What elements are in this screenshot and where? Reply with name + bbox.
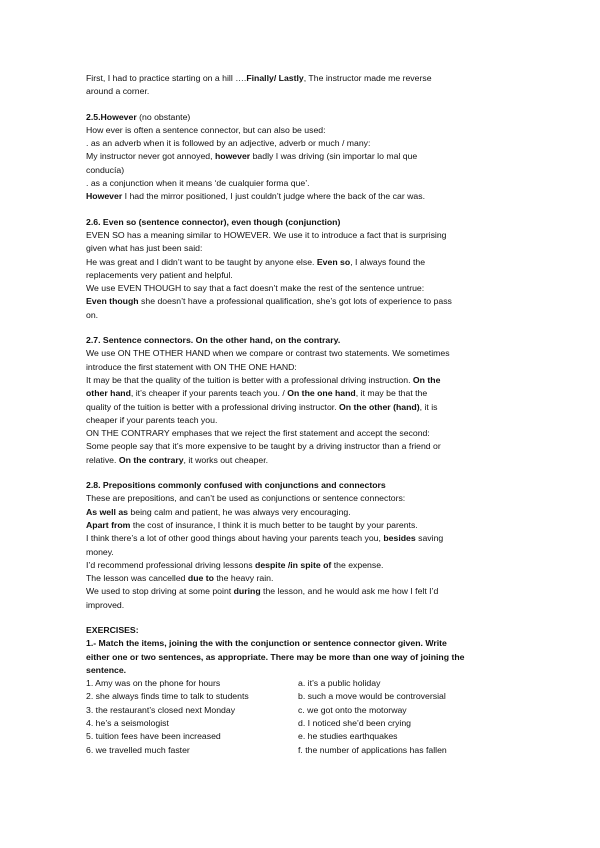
matching-row xyxy=(86,717,518,730)
right-item: d. I noticed she’d been crying xyxy=(298,718,412,729)
section-heading-2-5 xyxy=(86,111,518,124)
bold-term: other hand xyxy=(86,388,131,399)
example-line xyxy=(86,150,518,163)
text-run: , it is xyxy=(419,401,438,412)
text-run: being calm and patient, he was always very encouraging. xyxy=(128,506,351,517)
document-page xyxy=(86,72,518,757)
paragraph-line: EVEN SO has a meaning similar to HOWEVER. We use it to introduce a fact that is surprising xyxy=(86,229,447,240)
exercise-instruction xyxy=(86,651,518,664)
text-run: the heavy rain. xyxy=(213,573,274,584)
paragraph-line: We use EVEN THOUGH to say that a fact doesn’t make the rest of the sentence untrue: xyxy=(86,283,425,294)
text-run: , I always found the xyxy=(350,256,426,267)
left-item: 2. she always finds time to talk to students xyxy=(86,691,249,702)
text-run: I’d recommend professional driving lessons xyxy=(86,559,256,570)
text-run: The lesson was cancelled xyxy=(86,573,188,584)
section-heading-2-8 xyxy=(86,479,518,492)
example-line xyxy=(86,387,518,400)
example-line xyxy=(86,506,518,519)
bold-term: Apart from xyxy=(86,519,131,530)
example-line: on. xyxy=(86,309,99,320)
intro-line-2: around a corner. xyxy=(86,86,150,97)
bold-term: Finally/ Lastly xyxy=(246,73,304,83)
heading-text: EXERCISES: xyxy=(86,624,139,635)
matching-row xyxy=(86,690,518,703)
bold-term: besides xyxy=(383,533,416,544)
example-line xyxy=(86,256,518,269)
matching-row xyxy=(86,704,518,717)
heading-text: 2.7. Sentence connectors. On the other hand, on the contrary. xyxy=(86,335,341,346)
text-run: , The instructor made me reverse xyxy=(303,73,432,83)
right-item: a. it’s a public holiday xyxy=(298,678,381,689)
exercise-instruction xyxy=(86,637,518,650)
heading-text: 2.5.However xyxy=(86,111,137,122)
text-run: , it works out cheaper. xyxy=(183,454,269,465)
bold-term: however xyxy=(214,151,251,162)
right-item: c. we got onto the motorway xyxy=(298,704,407,715)
example-line xyxy=(86,190,518,203)
exercises-heading xyxy=(86,624,518,637)
matching-row xyxy=(86,730,518,743)
bold-term: On the xyxy=(412,374,441,385)
text-run: the expense. xyxy=(331,559,384,570)
paragraph-line: given what has just been said: xyxy=(86,243,203,254)
example-line xyxy=(86,401,518,414)
left-item: 1. Amy was on the phone for hours xyxy=(86,678,221,689)
bold-term: On the other (hand) xyxy=(339,401,420,412)
text-run: He was great and I didn’t want to be taught by anyone else. xyxy=(86,256,317,267)
matching-row xyxy=(86,744,518,757)
right-item: e. he studies earthquakes xyxy=(298,731,398,742)
bold-term: On the contrary xyxy=(118,454,184,465)
heading-text: 2.8. Prepositions commonly confused with conjunctions and connectors xyxy=(86,480,386,491)
left-item: 6. we travelled much faster xyxy=(86,744,190,755)
example-line: Some people say that it’s more expensive to be taught by a driving instructor than a friend or xyxy=(86,441,441,452)
example-line xyxy=(86,454,518,467)
text-run: the cost of insurance, I think it is much better to be taught by your parents. xyxy=(130,519,418,530)
text-run: she doesn’t have a professional qualification, she’s got lots of experience to pass xyxy=(138,296,452,307)
right-item: f. the number of applications has fallen xyxy=(298,744,447,755)
left-item: 5. tuition fees have been increased xyxy=(86,731,221,742)
left-item: 3. the restaurant’s closed next Monday xyxy=(86,704,236,715)
matching-table xyxy=(86,677,518,757)
paragraph-line: . as an adverb when it is followed by an adjective, adverb or much / many: xyxy=(86,138,371,149)
paragraph-line: . as a conjunction when it means ‘de cualquier forma que’. xyxy=(86,178,310,189)
exercise-instruction xyxy=(86,664,518,677)
heading-note: (no obstante) xyxy=(136,111,191,122)
instruction-line: 1.- Match the items, joining the with the conjunction or sentence connector given. Write xyxy=(86,638,447,649)
text-run: First, I had to practice starting on a hill …. xyxy=(86,73,247,83)
instruction-line: either one or two sentences, as appropriate. There may be more than one way of joining the xyxy=(86,651,465,662)
text-run: We used to stop driving at some point xyxy=(86,586,234,597)
bold-term: during xyxy=(233,586,261,597)
text-run: I had the mirror positioned, I just couldn’t judge where the back of the car was. xyxy=(122,191,425,202)
text-run: My instructor never got annoyed, xyxy=(86,151,215,162)
left-item: 4. he’s a seismologist xyxy=(86,718,169,729)
bold-term: However xyxy=(86,191,123,202)
example-line xyxy=(86,519,518,532)
bold-term: On the one hand xyxy=(287,388,356,399)
example-line: replacements very patient and helpful. xyxy=(86,269,233,280)
matching-row xyxy=(86,677,518,690)
section-heading-2-6 xyxy=(86,216,518,229)
instruction-line: sentence. xyxy=(86,664,127,675)
example-line: cheaper if your parents teach you. xyxy=(86,414,218,425)
paragraph-line: These are prepositions, and can’t be used as conjunctions or sentence connectors: xyxy=(86,493,406,504)
paragraph-line: How ever is often a sentence connector, but can also be used: xyxy=(86,124,326,135)
example-line xyxy=(86,532,518,545)
text-run: the lesson, and he would ask me how I felt I’d xyxy=(260,586,439,597)
heading-text: 2.6. Even so (sentence connector), even though (conjunction) xyxy=(86,216,341,227)
text-run: saving xyxy=(415,533,444,544)
example-line: money. xyxy=(86,546,114,557)
paragraph-line: introduce the first statement with ON THE ONE HAND: xyxy=(86,361,297,372)
example-line xyxy=(86,559,518,572)
text-run: I think there’s a lot of other good things about having your parents teach you, xyxy=(86,533,384,544)
example-line xyxy=(86,374,518,387)
intro-line-1 xyxy=(86,72,518,85)
bold-term: Even though xyxy=(86,296,139,307)
text-run: It may be that the quality of the tuition is better with a professional driving instruction. xyxy=(86,374,413,385)
example-line xyxy=(86,585,518,598)
example-line: improved. xyxy=(86,599,125,610)
example-line xyxy=(86,572,518,585)
section-heading-2-7 xyxy=(86,334,518,347)
bold-term: As well as xyxy=(86,506,129,517)
bold-term: despite /in spite of xyxy=(255,559,332,570)
text-run: relative. xyxy=(86,454,119,465)
text-run: , it may be that the xyxy=(355,388,428,399)
right-item: b. such a move would be controversial xyxy=(298,691,446,702)
bold-term: Even so xyxy=(316,256,351,267)
text-run: badly I was driving (sin importar lo mal que xyxy=(250,151,418,162)
example-line xyxy=(86,295,518,308)
text-run: , it’s cheaper if your parents teach you. / xyxy=(130,388,288,399)
example-line: conducía) xyxy=(86,164,125,175)
bold-term: due to xyxy=(187,573,214,584)
paragraph-line: ON THE CONTRARY emphases that we reject the first statement and accept the second: xyxy=(86,428,430,439)
text-run: quality of the tuition is better with a professional driving instructor. xyxy=(86,401,340,412)
paragraph-line: We use ON THE OTHER HAND when we compare or contrast two statements. We sometimes xyxy=(86,348,450,359)
